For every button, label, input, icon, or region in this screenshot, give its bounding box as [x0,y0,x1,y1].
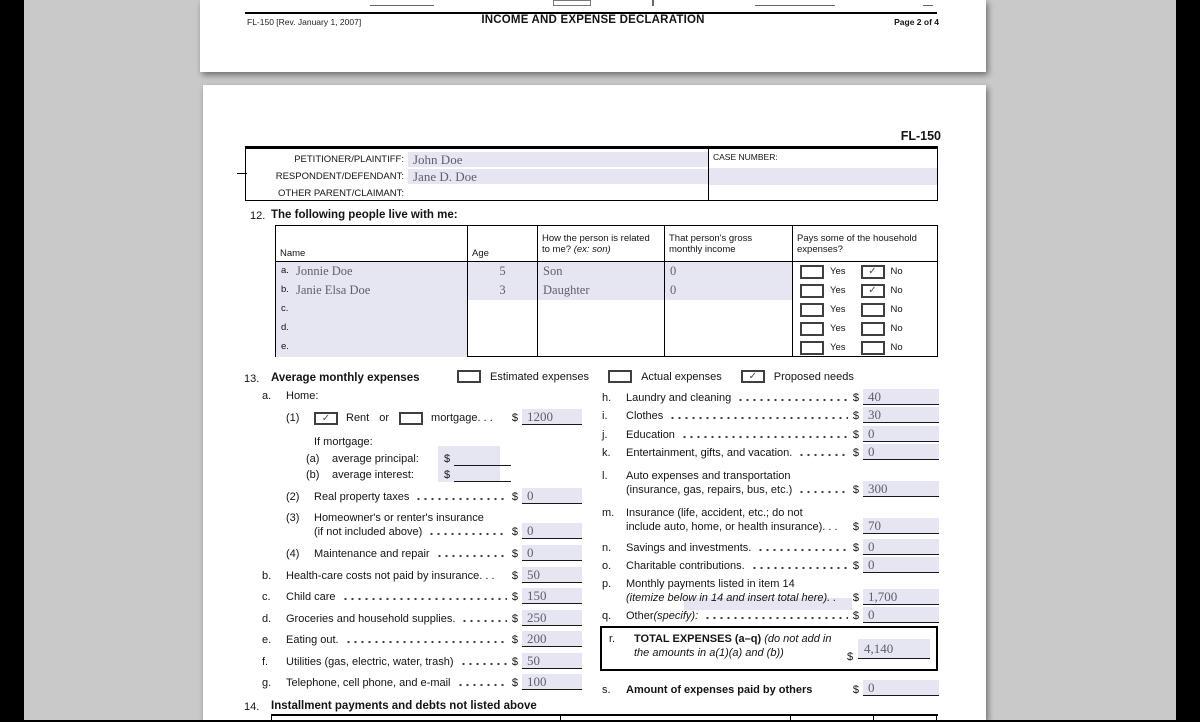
dot-leader [428,531,507,536]
savings-field[interactable]: 0 [863,539,939,555]
item-14-number: 14. [244,701,260,713]
savings-line: n. Savings and investments. $ 0 [602,540,939,555]
rent-amount-field[interactable]: 1200 [522,409,582,425]
relation-cell[interactable] [538,338,665,357]
relation-cell[interactable] [538,319,665,338]
insurance-field[interactable]: 70 [863,518,939,534]
col-header-age: Age [468,226,538,262]
dot-leader [345,639,507,644]
household-table [275,225,938,357]
party-names [246,149,708,200]
charitable-line: o. Charitable contributions. $ 0 [602,558,939,573]
entertainment-line: k. Entertainment, gifts, and vacation. $ 0 [602,445,939,460]
clothes-field[interactable]: 30 [863,407,939,423]
no-checkbox[interactable]: ✓ [861,265,885,279]
form-id-label: FL-150 [900,129,941,143]
auto-expenses-line2: (insurance, gas, repairs, bus, etc.) $ 300 [602,482,939,497]
yes-checkbox[interactable] [800,284,824,298]
petitioner-label: PETITIONER/PLAINTIFF: [294,153,404,165]
health-care-line: b. Health-care costs not paid by insurance. . . $ 50 [262,568,582,583]
dollar-sign: $ [444,453,451,465]
item-13-number: 13. [244,373,260,385]
charitable-field[interactable]: 0 [863,557,939,573]
rent-mortgage-line: (1) ✓ Rent or mortgage. . . $ 1200 [262,410,582,425]
form-title: INCOME AND EXPENSE DECLARATION [481,14,705,26]
respondent-field[interactable]: Jane D. Doe [408,169,708,184]
groceries-line: d. Groceries and household supplies. $ 250 [262,611,582,626]
no-checkbox[interactable] [861,341,885,355]
caption-tick [237,173,247,174]
health-care-field[interactable]: 50 [522,567,582,583]
utilities-line: f. Utilities (gas, electric, water, trash) $ 50 [262,654,582,669]
education-field[interactable]: 0 [863,426,939,442]
yes-checkbox[interactable] [800,303,824,317]
yes-checkbox[interactable] [800,322,824,336]
relation-cell[interactable]: Daughter [538,281,665,300]
home-line: a. Home: [262,390,319,402]
no-checkbox[interactable]: ✓ [861,284,885,298]
avg-interest-line: (b) average interest: $ [262,467,582,482]
dot-leader [457,682,507,687]
item-14-title: Installment payments and debts not listed above [271,700,537,712]
mortgage-label: mortgage. . . [431,412,493,424]
name-cell[interactable]: b. Janie Elsa Doe [276,281,468,300]
page-1-bottom [200,0,986,72]
expense-type-checkboxes [457,370,873,383]
name-cell[interactable]: c. [276,300,468,319]
page1-remnant [652,0,654,6]
dot-leader [342,596,507,601]
petitioner-row [246,151,708,167]
dot-leader [798,452,848,457]
homeowners-insurance-line1: (3) Homeowner's or renter's insurance [286,512,484,524]
col-header-pays: Pays some of the household expenses? [793,226,937,262]
total-expenses-box [600,626,938,671]
respondent-row [246,168,708,184]
eating-out-line: e. Eating out. $ 200 [262,632,582,647]
child-care-field[interactable]: 150 [522,588,582,604]
dollar-sign: $ [847,651,854,663]
item-12-title: The following people live with me: [271,209,458,221]
pays-cell [793,262,937,281]
laundry-field[interactable]: 40 [863,389,939,405]
avg-principal-field[interactable] [454,454,511,466]
other-line: q. Other (specify): $ 0 [602,608,939,623]
age-cell[interactable] [468,319,538,338]
page-2 [203,85,986,720]
relation-cell[interactable]: Son [538,262,665,281]
item-13-title: Average monthly expenses [271,372,420,384]
pays-cell: Yes No [793,338,937,357]
col-header-income: That person's gross monthly income [665,226,793,262]
other-parent-row [246,185,708,201]
case-number-cell[interactable] [708,149,937,200]
yes-checkbox[interactable] [800,341,824,355]
dot-leader [681,434,848,439]
insurance-line2: include auto, home, or health insurance). . . $ 70 [602,519,939,534]
age-cell[interactable] [468,338,538,357]
age-cell[interactable]: 5 [468,262,538,281]
monthly-payments-line2: (itemize below in 14 and insert total here). . $ 1,700 [602,590,939,605]
dot-leader [415,496,506,501]
page1-remnant [553,0,591,6]
entertainment-field[interactable]: 0 [863,444,939,460]
estimated-expenses-label: Estimated expenses [490,370,590,383]
groceries-field[interactable]: 250 [522,610,582,626]
other-parent-label: OTHER PARENT/CLAIMANT: [278,187,404,199]
pays-cell: Yes ✓ No [793,281,937,300]
auto-expenses-field[interactable]: 300 [863,481,939,497]
dot-leader [669,415,848,420]
dot-leader [798,489,848,494]
dot-leader [704,615,848,620]
income-cell[interactable]: 0 [665,281,793,300]
income-cell[interactable] [665,300,793,319]
actual-expenses-label: Actual expenses [641,370,722,383]
page1-remnant [923,2,933,6]
telephone-line: g. Telephone, cell phone, and e-mail $ 100 [262,675,582,690]
estimated-expenses-checkbox[interactable] [457,370,481,383]
total-expenses-field[interactable]: 4,140 [858,639,930,659]
yes-checkbox[interactable] [800,265,824,279]
monthly-payments-line1: p. Monthly payments listed in item 14 [602,578,795,590]
other-field[interactable]: 0 [863,607,939,623]
paid-by-others-field[interactable]: 0 [863,680,939,696]
rent-checkbox[interactable]: ✓ [314,412,338,425]
dot-leader [460,661,507,666]
no-checkbox[interactable] [861,322,885,336]
form-revision-label: FL-150 [Rev. January 1, 2007] [247,17,362,27]
total-label: TOTAL EXPENSES (a–q) (do not add in [634,633,832,645]
pays-cell: Yes No [793,300,937,319]
col-header-relation: How the person is related to me? (ex: son) [538,226,665,262]
income-cell[interactable] [665,319,793,338]
eating-out-field[interactable]: 200 [522,631,582,647]
dot-leader [436,553,507,558]
education-line: j. Education $ 0 [602,427,939,442]
income-cell[interactable]: 0 [665,262,793,281]
no-checkbox[interactable] [861,303,885,317]
utilities-field[interactable]: 50 [522,653,582,669]
total-label-2: the amounts in a(1)(a) and (b)) [634,647,784,659]
page1-remnant [755,2,835,6]
clothes-line: i. Clothes $ 30 [602,408,939,423]
respondent-label: RESPONDENT/DEFENDANT: [275,170,404,182]
caption-box [245,146,938,201]
item-12-number: 12. [250,210,266,222]
age-cell[interactable]: 3 [468,281,538,300]
property-taxes-line: (2) Real property taxes $ 0 [262,489,582,504]
dot-leader [737,397,848,402]
document-viewer [24,0,1176,720]
auto-expenses-line1: l. Auto expenses and transportation [602,470,791,482]
dot-leader [461,618,506,623]
page1-remnant [370,2,434,6]
if-mortgage-line: If mortgage: [314,436,373,448]
age-cell[interactable] [468,300,538,319]
or-label: or [379,412,390,424]
case-number-field[interactable] [709,168,937,185]
no-label: No [890,266,903,277]
dot-leader [757,547,848,552]
page-number: Page 2 of 4 [894,17,939,27]
proposed-needs-checkbox[interactable]: ✓ [741,370,765,383]
rent-label: Rent [346,412,370,424]
name-cell[interactable]: d. [276,319,468,338]
homeowners-insurance-field[interactable]: 0 [522,523,582,539]
pays-cell: Yes No [793,319,937,338]
other-parent-field[interactable] [408,186,708,201]
installments-table-top [271,714,938,720]
child-care-line: c. Child care $ 150 [262,589,582,604]
monthly-payments-field[interactable]: 1,700 [863,589,939,605]
proposed-needs-label: Proposed needs [773,370,854,383]
telephone-field[interactable]: 100 [522,674,582,690]
insurance-line1: m. Insurance (life, accident, etc.; do not [602,507,803,519]
homeowners-insurance-line2: (if not included above) $ 0 [262,524,582,539]
relation-cell[interactable] [538,300,665,319]
name-cell[interactable]: a. Jonnie Doe [276,262,468,281]
income-cell[interactable] [665,338,793,357]
maintenance-field[interactable]: 0 [522,545,582,561]
property-taxes-field[interactable]: 0 [522,488,582,504]
avg-interest-field[interactable] [454,470,511,482]
petitioner-field[interactable]: John Doe [408,152,708,167]
maintenance-line: (4) Maintenance and repair $ 0 [262,546,582,561]
actual-expenses-checkbox[interactable] [608,370,632,383]
avg-principal-line: (a) average principal: $ [262,451,582,466]
col-header-name: Name [276,226,468,262]
name-cell[interactable]: e. [276,338,468,357]
dot-leader [751,565,848,570]
mortgage-checkbox[interactable] [399,412,423,425]
dollar-sign: $ [444,469,451,481]
paid-by-others-line: s. Amount of expenses paid by others $ 0 [602,681,939,696]
yes-label: Yes [830,266,846,277]
laundry-line: h. Laundry and cleaning $ 40 [602,390,939,405]
case-number-label: CASE NUMBER: [713,152,778,162]
dollar-sign: $ [511,412,518,424]
total-letter: r. [609,633,616,645]
